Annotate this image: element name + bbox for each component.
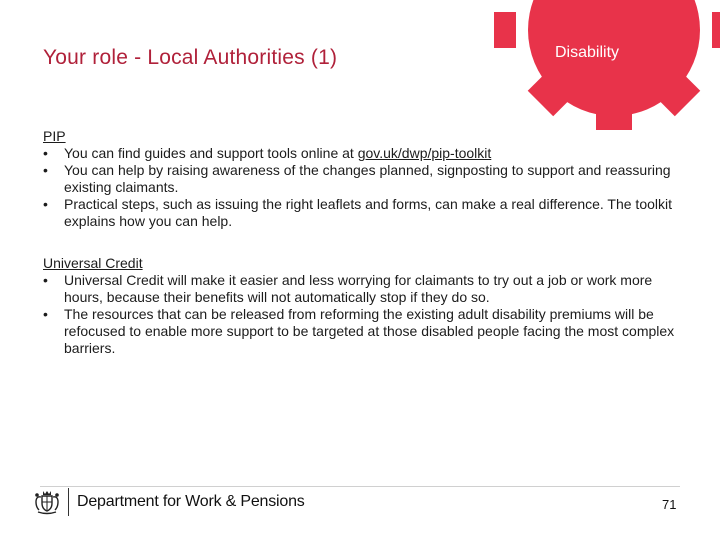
bullet-text: You can find guides and support tools online at (64, 145, 358, 161)
section-universal-credit (43, 255, 693, 357)
list-item: • Universal Credit will make it easier and less worrying for claimants to try out a job or work more hours, because their benefits will not automatically stop if they do so. (43, 272, 693, 306)
gear-icon (494, 0, 720, 130)
footer-logo (33, 484, 305, 520)
topic-tag: Disability (555, 44, 620, 61)
page-number: 71 (662, 497, 677, 512)
crest (33, 488, 69, 516)
bullet-list (43, 145, 693, 230)
list-item: • The resources that can be released from reforming the existing adult disability premiums will be refocused to enable more support to be targeted at those disabled people facing the most complex barriers. (43, 306, 693, 357)
list-item: • You can help by raising awareness of the changes planned, signposting to support and reassuring existing claimants. (43, 162, 693, 196)
slide-title: Your role - Local Authorities (1) (43, 46, 338, 69)
section-pip (43, 128, 693, 230)
pip-toolkit-link[interactable]: gov.uk/dwp/pip-toolkit (357, 145, 492, 161)
bullet-list (43, 272, 693, 357)
gear-shape (494, 0, 720, 130)
list-item (43, 145, 693, 162)
section-heading: PIP (43, 128, 66, 144)
royal-crest-icon (33, 488, 61, 516)
slide-body (43, 128, 693, 357)
organisation-name: Department for Work & Pensions (77, 493, 305, 510)
section-heading: Universal Credit (43, 255, 143, 271)
list-item: • Practical steps, such as issuing the right leaflets and forms, can make a real difference. The toolkit explains how you can help. (43, 196, 693, 230)
